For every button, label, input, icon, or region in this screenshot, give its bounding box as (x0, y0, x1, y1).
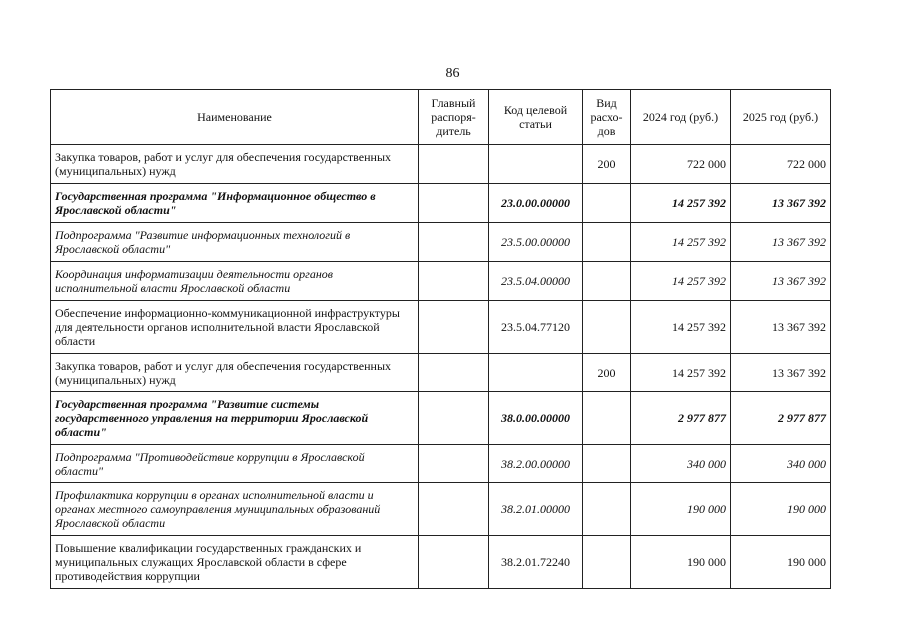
table-row (51, 483, 831, 536)
row-manager (419, 301, 489, 354)
row-2025: 722 000 (731, 145, 831, 184)
row-2025: 13 367 392 (731, 184, 831, 223)
row-2024: 14 257 392 (631, 301, 731, 354)
row-name: Подпрограмма "Развитие информационных технологий в Ярославской области" (51, 223, 419, 262)
row-2024: 14 257 392 (631, 223, 731, 262)
row-name: Подпрограмма "Противодействие коррупции в Ярославской области" (51, 445, 419, 483)
row-code: 23.5.04.77120 (489, 301, 583, 354)
table-row (51, 445, 831, 483)
row-2024: 190 000 (631, 536, 731, 589)
page-number: 86 (445, 66, 460, 81)
row-2025: 13 367 392 (731, 262, 831, 301)
row-2024: 14 257 392 (631, 184, 731, 223)
table-row (51, 145, 831, 184)
row-name: Координация информатизации деятельности органов исполнительной власти Ярославской области (51, 262, 419, 301)
row-manager (419, 445, 489, 483)
row-vid (583, 445, 631, 483)
header-2025: 2025 год (руб.) (731, 90, 831, 145)
row-manager (419, 184, 489, 223)
row-name: Государственная программа "Информационное общество в Ярославской области" (51, 184, 419, 223)
table-row (51, 223, 831, 262)
row-manager (419, 483, 489, 536)
table-row (51, 354, 831, 392)
row-name: Повышение квалификации государственных гражданских и муниципальных служащих Ярославской области в сфере противодействия коррупции (51, 536, 419, 589)
row-manager (419, 392, 489, 445)
row-name: Обеспечение информационно-коммуникационной инфраструктуры для деятельности органов исполнительной власти Ярославской области (51, 301, 419, 354)
row-code: 38.2.01.72240 (489, 536, 583, 589)
row-vid (583, 483, 631, 536)
header-name: Наименование (51, 90, 419, 145)
row-vid (583, 223, 631, 262)
row-2025: 340 000 (731, 445, 831, 483)
row-vid: 200 (583, 145, 631, 184)
table-row (51, 301, 831, 354)
row-vid (583, 301, 631, 354)
row-manager (419, 354, 489, 392)
row-manager (419, 262, 489, 301)
row-vid: 200 (583, 354, 631, 392)
table-row (51, 392, 831, 445)
row-name: Государственная программа "Развитие системы государственного управления на территории Ярославской области" (51, 392, 419, 445)
row-2025: 13 367 392 (731, 301, 831, 354)
header-2024: 2024 год (руб.) (631, 90, 731, 145)
header-code: Код целевой статьи (489, 90, 583, 145)
row-manager (419, 536, 489, 589)
row-code: 38.2.01.00000 (489, 483, 583, 536)
table-row (51, 536, 831, 589)
row-2024: 340 000 (631, 445, 731, 483)
row-2024: 190 000 (631, 483, 731, 536)
row-vid (583, 392, 631, 445)
row-code (489, 145, 583, 184)
header-manager: Главный распоря-дитель (419, 90, 489, 145)
table-row (51, 184, 831, 223)
row-code: 38.2.00.00000 (489, 445, 583, 483)
budget-table (50, 89, 831, 589)
row-2025: 190 000 (731, 483, 831, 536)
row-manager (419, 223, 489, 262)
row-2025: 13 367 392 (731, 223, 831, 262)
row-2025: 2 977 877 (731, 392, 831, 445)
row-vid (583, 184, 631, 223)
header-vid: Вид расхо-дов (583, 90, 631, 145)
row-2024: 14 257 392 (631, 354, 731, 392)
row-code: 23.0.00.00000 (489, 184, 583, 223)
row-2024: 722 000 (631, 145, 731, 184)
row-vid (583, 262, 631, 301)
row-manager (419, 145, 489, 184)
row-code: 23.5.00.00000 (489, 223, 583, 262)
row-2025: 13 367 392 (731, 354, 831, 392)
row-name: Закупка товаров, работ и услуг для обеспечения государственных (муниципальных) нужд (51, 145, 419, 184)
table-header-row (51, 90, 831, 145)
table-row (51, 262, 831, 301)
row-code: 38.0.00.00000 (489, 392, 583, 445)
row-vid (583, 536, 631, 589)
row-code: 23.5.04.00000 (489, 262, 583, 301)
row-2024: 14 257 392 (631, 262, 731, 301)
row-code (489, 354, 583, 392)
row-2025: 190 000 (731, 536, 831, 589)
row-2024: 2 977 877 (631, 392, 731, 445)
row-name: Профилактика коррупции в органах исполнительной власти и органах местного самоуправления муниципальных образований Ярославской области (51, 483, 419, 536)
row-name: Закупка товаров, работ и услуг для обеспечения государственных (муниципальных) нужд (51, 354, 419, 392)
